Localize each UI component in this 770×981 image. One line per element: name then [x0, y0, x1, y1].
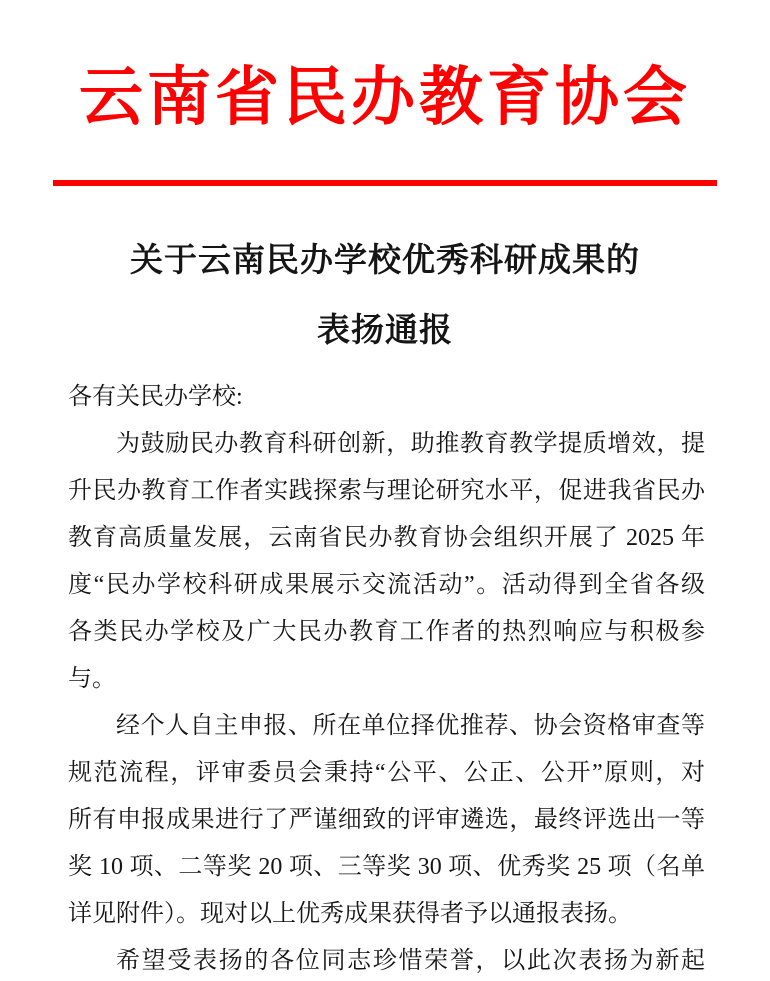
body-line: 规范流程，评审委员会秉持“公平、公正、公开”原则，对: [68, 760, 705, 786]
document-body: [68, 374, 705, 981]
body-line: 经个人自主申报、所在单位择优推荐、协会资格审查等: [116, 713, 705, 739]
salutation-line: 各有关民办学校:: [68, 384, 243, 410]
body-line: 升民办教育工作者实践探索与理论研究水平，促进我省民办: [68, 478, 705, 504]
body-line: 详见附件）。现对以上优秀成果获得者予以通报表扬。: [68, 901, 632, 927]
document-title-line1: 关于云南民办学校优秀科研成果的: [130, 243, 640, 279]
body-line: 所有申报成果进行了严谨细致的评审遴选，最终评选出一等: [68, 807, 705, 833]
body-line: 各类民办学校及广大民办教育工作者的热烈响应与积极参: [68, 619, 705, 645]
body-line: 度“民办学校科研成果展示交流活动”。活动得到全省各级: [68, 572, 705, 598]
body-line: 希望受表扬的各位同志珍惜荣誉，以此次表扬为新起: [116, 948, 705, 974]
body-line: 与。: [68, 666, 116, 692]
document-title: [0, 226, 770, 366]
body-line: 教育高质量发展，云南省民办教育协会组织开展了 2025 年: [68, 525, 705, 551]
document-title-line2: 表扬通报: [317, 313, 453, 349]
body-line: 奖 10 项、二等奖 20 项、三等奖 30 项、优秀奖 25 项（名单: [68, 854, 705, 880]
red-divider-rule: [53, 180, 717, 186]
letterhead-org-name: 云南省民办教育协会: [79, 62, 691, 133]
body-line: 为鼓励民办教育科研创新，助推教育教学提质增效，提: [116, 431, 705, 457]
